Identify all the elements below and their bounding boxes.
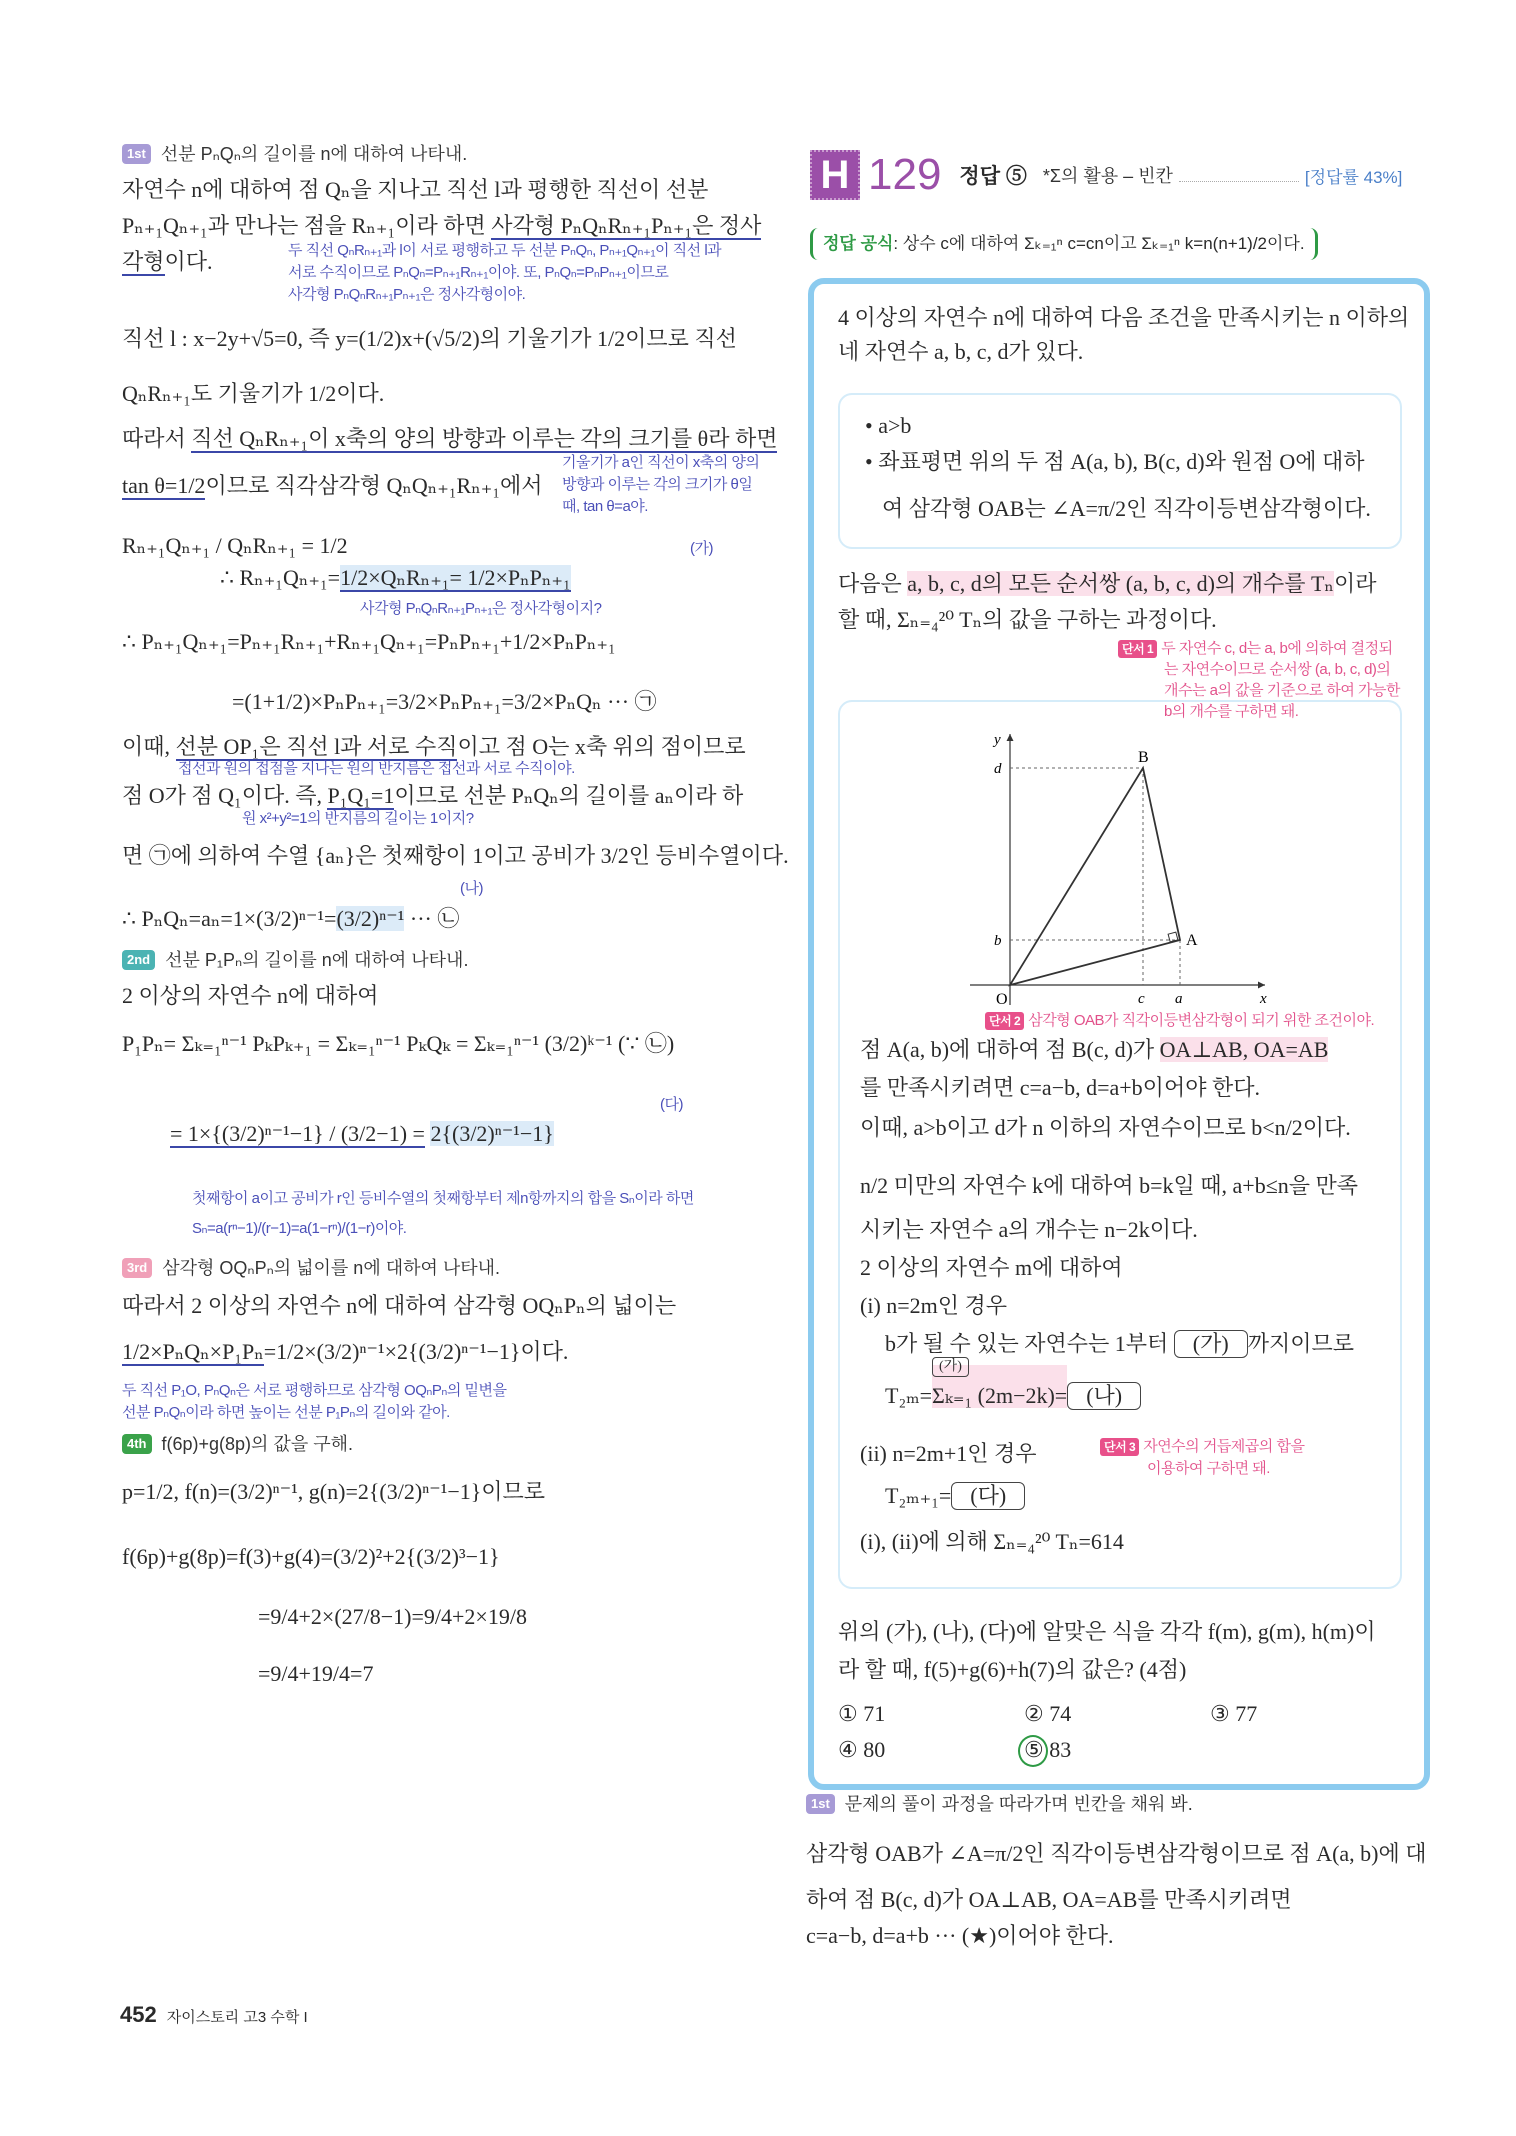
math-line: ∴ Pₙ₊₁Qₙ₊₁=Pₙ₊₁Rₙ₊₁+Rₙ₊₁Qₙ₊₁=PₙPₙ₊₁+1/2×PₙPₙ₊₁ xyxy=(122,629,616,654)
solution-line xyxy=(885,1330,1354,1358)
blank-ga: (가) xyxy=(1174,1330,1248,1358)
math-line: =(1+1/2)×PₙPₙ₊₁=3/2×PₙPₙ₊₁=3/2×PₙQₙ ··· ㉠ xyxy=(232,689,657,714)
origin-label: O xyxy=(996,991,1008,1008)
lead-text: 할 때, Σₙ₌₄²⁰ Tₙ의 값을 구하는 과정이다. xyxy=(838,607,1217,632)
point-b-label: B xyxy=(1138,749,1149,766)
text-seg: ∴ Rₙ₊₁Qₙ₊₁= xyxy=(220,565,341,590)
text-line: QₙRₙ₊₁도 기울기가 1/2이다. xyxy=(122,381,385,406)
hint-tag: 단서 2 xyxy=(985,1012,1024,1030)
solution-line xyxy=(885,1482,1025,1510)
solution-line: 2 이상의 자연수 m에 대하여 xyxy=(860,1255,1123,1280)
problem-text: 네 자연수 a, b, c, d가 있다. xyxy=(838,339,1084,364)
level-letter-badge: H xyxy=(810,150,860,200)
annotation-note: Sₙ=a(rⁿ−1)/(r−1)=a(1−rⁿ)/(1−r)이야. xyxy=(192,1220,407,1237)
solution-line: (i), (ii)에 의해 Σₙ₌₄²⁰ Tₙ=614 xyxy=(860,1529,1124,1554)
x-label: x xyxy=(1260,991,1267,1007)
solution-line: 이때, a>b이고 d가 n 이하의 자연수이므로 b<n/2이다. xyxy=(860,1115,1351,1140)
text-line: 하여 점 B(c, d)가 OA⊥AB, OA=AB를 만족시키려면 xyxy=(806,1887,1292,1912)
underlined-text: = 1×{(3/2)ⁿ⁻¹−1} / (3/2−1) = xyxy=(170,1121,425,1146)
annotation-note: 방향과 이루는 각의 크기가 θ일 xyxy=(562,476,753,493)
topic-label: *Σ의 활용 – 빈칸 xyxy=(1042,166,1173,186)
formula-text: : 상수 c에 대하여 Σₖ₌₁ⁿ c=cn이고 Σₖ₌₁ⁿ k=n(n+1)/2이다. xyxy=(893,234,1305,253)
solution-line: 시키는 자연수 a의 개수는 n−2k이다. xyxy=(860,1217,1198,1242)
solution-line: n/2 미만의 자연수 k에 대하여 b=k일 때, a+b≤n을 만족 xyxy=(860,1173,1359,1198)
blank-marker-na: (나) xyxy=(460,880,483,897)
tick-c: c xyxy=(1138,991,1145,1007)
book-title: 자이스토리 고3 수학 I xyxy=(166,2009,308,2026)
problem-number: 129 xyxy=(868,150,942,199)
annotation-note: 첫째항이 a이고 공비가 r인 등비수열의 첫째항부터 제n항까지의 합을 Sₙ이라 하면 xyxy=(192,1190,694,1207)
step-badge: 1st xyxy=(122,144,151,164)
annotation-note: 기울기가 a인 직선이 x축의 양의 xyxy=(562,454,760,471)
text-line xyxy=(122,248,213,276)
text-seg: Σₖ₌₁ (2m−2k)= xyxy=(932,1383,1068,1408)
solution-line: (ii) n=2m+1인 경우 xyxy=(860,1441,1037,1466)
text-line: 따라서 2 이상의 자연수 n에 대하여 삼각형 OQₙPₙ의 넓이는 xyxy=(122,1293,677,1318)
triangle-oab xyxy=(1010,768,1180,985)
annotation-note: 원 x²+y²=1의 반지름의 길이는 1이지? xyxy=(242,810,474,827)
text-line: 자연수 n에 대하여 점 Qₙ을 지나고 직선 l과 평행한 직선이 선분 xyxy=(122,177,709,202)
condition-item: 여 삼각형 OAB는 ∠A=π/2인 직각이등변삼각형이다. xyxy=(882,496,1371,521)
hint-text: 자연수의 거듭제곱의 합을 xyxy=(1143,1438,1305,1455)
dotted-leader xyxy=(1179,169,1299,182)
math-line: f(6p)+g(8p)=f(3)+g(4)=(3/2)²+2{(3/2)³−1} xyxy=(122,1544,500,1569)
hint-text: 이용하여 구하면 돼. xyxy=(1147,1460,1270,1477)
step-badge: 1st xyxy=(806,1794,835,1814)
step-4th-header xyxy=(122,1432,353,1456)
blank-marker-da: (다) xyxy=(660,1096,683,1113)
hint-text: 두 자연수 c, d는 a, b에 의하여 결정되 xyxy=(1161,640,1393,657)
option-3[interactable]: ③ 77 xyxy=(1210,1701,1258,1726)
solution-line xyxy=(860,1036,1328,1064)
highlighted-text: 2{(3/2)ⁿ⁻¹−1} xyxy=(430,1121,554,1146)
blank-da: (다) xyxy=(951,1482,1025,1510)
option-2[interactable]: ② 74 xyxy=(1024,1701,1072,1726)
step-title: 삼각형 OQₙPₙ의 넓이를 n에 대하여 나타내. xyxy=(162,1258,501,1278)
annotation-note: 때, tan θ=a야. xyxy=(562,498,648,515)
underlined-text: P₁Q₁=1 xyxy=(327,783,395,808)
math-line xyxy=(220,564,571,592)
text-seg: 따라서 xyxy=(122,426,192,451)
text-seg: 이므로 선분 PₙQₙ의 길이를 aₙ이라 하 xyxy=(394,783,744,808)
annotation-note: 두 직선 QₙRₙ₊₁과 l이 서로 평행하고 두 선분 PₙQₙ, Pₙ₊₁Qₙ₊₁이 직선 l과 xyxy=(288,242,722,259)
text-line: 2 이상의 자연수 n에 대하여 xyxy=(122,983,379,1008)
annotation-note: 선분 PₙQₙ이라 하면 높이는 선분 P₁Pₙ의 길이와 같아. xyxy=(122,1404,450,1421)
math-line xyxy=(170,1120,554,1148)
text-seg: 이때, xyxy=(122,734,176,759)
math-line: p=1/2, f(n)=(3/2)ⁿ⁻¹, g(n)=2{(3/2)ⁿ⁻¹−1}이므로 xyxy=(122,1479,546,1504)
annotation-note: 사각형 PₙQₙRₙ₊₁Pₙ₊₁은 정사각형이야. xyxy=(288,286,526,303)
solution-line xyxy=(885,1359,1141,1410)
hint-note xyxy=(1100,1436,1304,1458)
annotation-note: 접선과 원의 접점을 지나는 원의 반지름은 접선과 서로 수직이야. xyxy=(178,760,575,777)
hint-text: 삼각형 OAB가 직각이등변삼각형이 되기 위한 조건이야. xyxy=(1028,1012,1375,1029)
text-seg: T₂ₘ₊₁= xyxy=(885,1483,952,1508)
text-seg: 이고 점 O는 x축 위의 점이므로 xyxy=(457,734,746,759)
text-seg: 이라 xyxy=(1333,571,1377,596)
option-4[interactable]: ④ 80 xyxy=(838,1737,886,1762)
y-label: y xyxy=(994,732,1001,748)
text-seg: ∴ PₙQₙ=aₙ=1×(3/2)ⁿ⁻¹= xyxy=(122,906,337,931)
accuracy-rate: [정답률 43%] xyxy=(1304,167,1403,187)
option-1[interactable]: ① 71 xyxy=(838,1701,886,1726)
math-line: P₁Pₙ= Σₖ₌₁ⁿ⁻¹ PₖPₖ₊₁ = Σₖ₌₁ⁿ⁻¹ PₖQₖ = Σₖ₌₁ⁿ⁻¹ (3/2)ᵏ⁻¹ (∵ ㉡) xyxy=(122,1031,675,1056)
step-1st-header xyxy=(122,142,467,166)
page-footer xyxy=(120,2002,308,2028)
hint-text: 는 자연수이므로 순서쌍 (a, b, c, d)의 xyxy=(1164,661,1391,678)
step-title: 문제의 풀이 과정을 따라가며 빈칸을 채워 봐. xyxy=(844,1794,1193,1814)
text-seg: 점 A(a, b)에 대하여 점 B(c, d)가 xyxy=(860,1037,1160,1062)
annotation-note: 두 직선 P₁O, PₙQₙ은 서로 평행하므로 삼각형 OQₙPₙ의 밑변을 xyxy=(122,1382,507,1399)
math-line xyxy=(122,905,459,933)
point-a-label: A xyxy=(1186,932,1198,949)
text-line xyxy=(122,472,543,500)
text-line xyxy=(122,212,761,240)
highlighted-text: (3/2)ⁿ⁻¹ xyxy=(336,906,405,931)
math-line: =9/4+19/4=7 xyxy=(258,1661,374,1686)
step-3rd-header xyxy=(122,1256,500,1280)
math-line xyxy=(122,1338,568,1366)
solution-line: (i) n=2m인 경우 xyxy=(860,1293,1008,1318)
blank-na: (나) xyxy=(1067,1382,1141,1410)
text-seg: b가 될 수 있는 자연수는 1부터 xyxy=(885,1331,1174,1356)
page-number: 452 xyxy=(120,2002,157,2027)
hint-tag: 단서 1 xyxy=(1118,640,1157,658)
text-line xyxy=(122,425,777,453)
annotation-note: 서로 수직이므로 PₙQₙ=Pₙ₊₁Rₙ₊₁이야. 또, PₙQₙ=PₙPₙ₊₁이므로 xyxy=(288,264,669,281)
option-5-selected[interactable]: ⑤ 83 xyxy=(1024,1737,1072,1762)
step-2nd-header xyxy=(122,948,468,972)
blank-marker-ga: (가) xyxy=(690,540,713,557)
text-seg: Pₙ₊₁Qₙ₊₁과 만나는 점을 Rₙ₊₁이라 하면 xyxy=(122,213,492,238)
step-title: 선분 P₁Pₙ의 길이를 n에 대하여 나타내. xyxy=(165,950,469,970)
underlined-text: 사각형 PₙQₙRₙ₊₁Pₙ₊₁은 정사 xyxy=(491,213,762,238)
text-seg: T₂ₘ= xyxy=(885,1383,933,1408)
underlined-text: 직선 QₙRₙ₊₁이 x축의 양의 방향과 이루는 각의 크기를 θ라 하면 xyxy=(191,426,778,451)
math-line: Rₙ₊₁Qₙ₊₁ / QₙRₙ₊₁ = 1/2 xyxy=(122,533,348,558)
step-title: 선분 PₙQₙ의 길이를 n에 대하여 나타내. xyxy=(160,144,468,164)
text-seg: ··· ㉡ xyxy=(404,906,460,931)
formula-label: 정답 공식 xyxy=(823,234,894,253)
tick-d: d xyxy=(994,761,1002,777)
highlighted-text: OA⊥AB, OA=AB xyxy=(1159,1037,1329,1062)
question-text: 위의 (가), (나), (다)에 알맞은 식을 각각 f(m), g(m), h(m)이 xyxy=(838,1619,1376,1644)
text-line xyxy=(122,782,743,810)
condition-item: • a>b xyxy=(865,413,912,438)
hint-text: 개수는 a의 값을 기준으로 하여 가능한 xyxy=(1164,682,1401,699)
highlighted-text: a, b, c, d의 모든 순서쌍 (a, b, c, d)의 개수를 Tₙ xyxy=(907,571,1334,596)
triangle-graph xyxy=(960,720,1280,1010)
hint-text: b의 개수를 구하면 돼. xyxy=(1164,703,1299,720)
answer-circle-mark xyxy=(1018,1735,1048,1767)
underlined-text: 각형 xyxy=(122,249,165,274)
text-seg: 다음은 xyxy=(838,571,908,596)
text-line xyxy=(122,733,746,761)
solution-line: 를 만족시키려면 c=a−b, d=a+b이어야 한다. xyxy=(860,1075,1260,1100)
step-badge: 4th xyxy=(122,1434,152,1454)
text-seg: =1/2×(3/2)ⁿ⁻¹×2{(3/2)ⁿ⁻¹−1}이다. xyxy=(263,1339,569,1364)
text-line: 직선 l : x−2y+√5=0, 즉 y=(1/2)x+(√5/2)의 기울기가 1/2이므로 직선 xyxy=(122,326,737,351)
tick-b: b xyxy=(994,933,1002,949)
hint-note xyxy=(1118,638,1393,660)
text-seg: 점 O가 점 Q₁이다. 즉, xyxy=(122,783,328,808)
annotation-note: 사각형 PₙQₙRₙ₊₁Pₙ₊₁은 정사각형이지? xyxy=(360,600,602,617)
underlined-text: 선분 OP₁은 직선 l과 서로 수직 xyxy=(175,734,458,759)
hint-note xyxy=(985,1010,1374,1032)
question-text: 라 할 때, f(5)+g(6)+h(7)의 값은? (4점) xyxy=(838,1657,1187,1682)
problem-header xyxy=(810,150,1402,200)
text-seg: 이다. xyxy=(164,249,213,274)
text-line: 면 ㉠에 의하여 수열 {aₙ}은 첫째항이 1이고 공비가 3/2인 등비수열이다. xyxy=(122,843,789,868)
step-badge: 2nd xyxy=(122,950,155,970)
text-line: c=a−b, d=a+b ··· (★)이어야 한다. xyxy=(806,1923,1114,1948)
lead-text xyxy=(838,570,1376,598)
step-badge: 3rd xyxy=(122,1258,152,1278)
underlined-text: tan θ=1/2 xyxy=(122,473,206,498)
math-line: =9/4+2×(27/8−1)=9/4+2×19/8 xyxy=(258,1604,527,1629)
answer-label: 정답 ⑤ xyxy=(959,165,1027,188)
text-seg: 이므로 직각삼각형 QₙQₙ₊₁Rₙ₊₁에서 xyxy=(205,473,543,498)
text-seg: 까지이므로 xyxy=(1247,1331,1354,1356)
formula-box xyxy=(810,228,1318,260)
highlighted-text: 1/2×QₙRₙ₊₁= 1/2×PₙPₙ₊₁ xyxy=(340,565,571,590)
underlined-text: 1/2×PₙQₙ×P₁Pₙ xyxy=(122,1339,264,1364)
step-title: f(6p)+g(8p)의 값을 구해. xyxy=(161,1434,353,1454)
problem-text: 4 이상의 자연수 n에 대하여 다음 조건을 만족시키는 n 이하의 xyxy=(838,305,1410,330)
step-1st-header xyxy=(806,1792,1193,1816)
condition-item: • 좌표평면 위의 두 점 A(a, b), B(c, d)와 원점 O에 대하 xyxy=(865,449,1365,474)
hint-tag: 단서 3 xyxy=(1100,1438,1139,1456)
blank-ga-small: (가) xyxy=(932,1357,969,1377)
tick-a: a xyxy=(1175,991,1183,1007)
text-line: 삼각형 OAB가 ∠A=π/2인 직각이등변삼각형이므로 점 A(a, b)에 대 xyxy=(806,1841,1427,1866)
